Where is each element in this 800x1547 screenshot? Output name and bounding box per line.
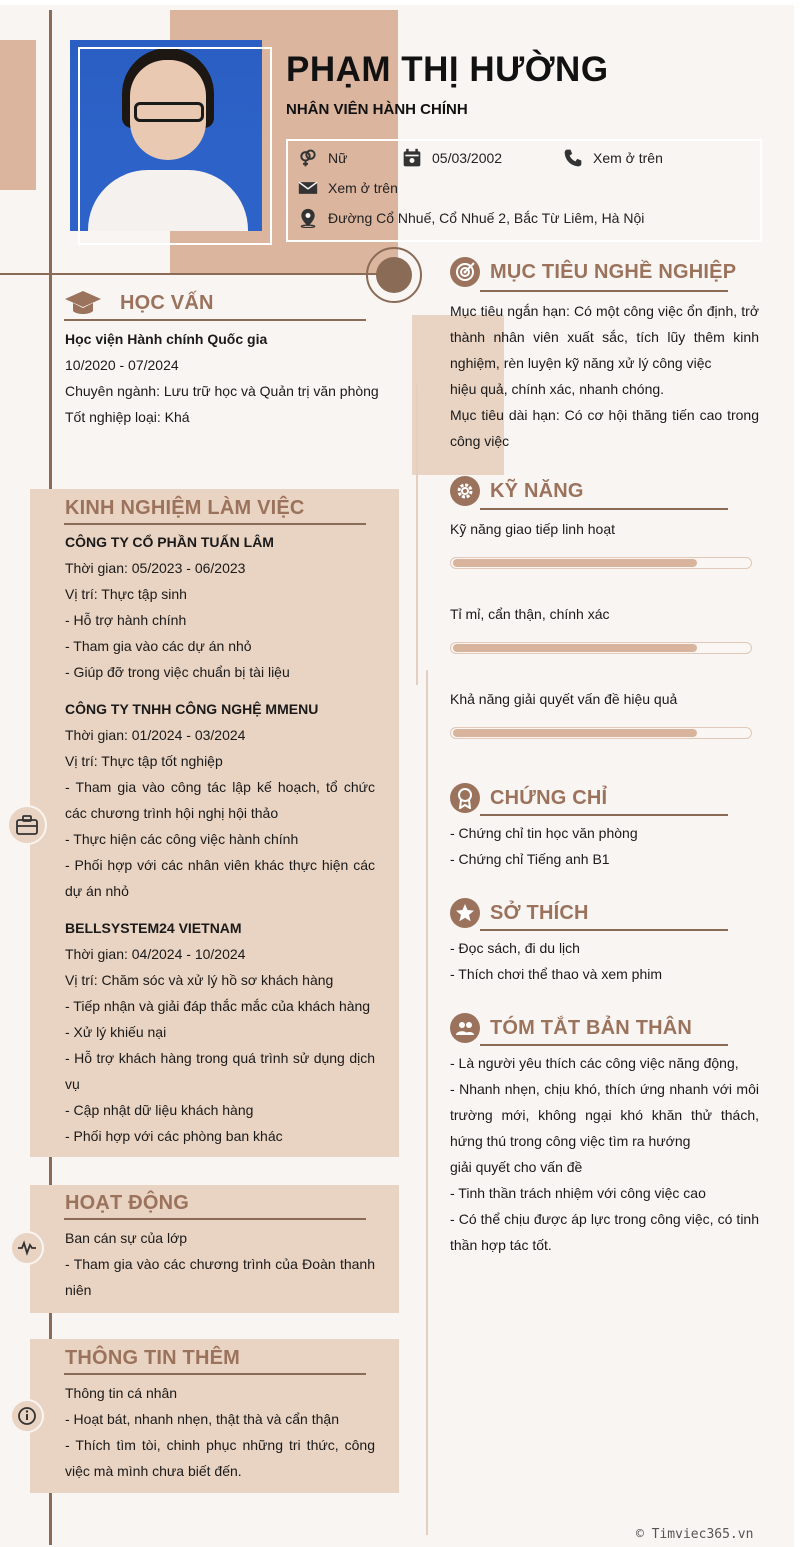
skill-bar xyxy=(450,727,752,739)
job-time: Thời gian: 04/2024 - 10/2024 xyxy=(65,946,246,962)
left-decor-block xyxy=(0,40,36,190)
job-duty: - Hỗ trợ khách hàng trong quá trình sử dụng dịch vụ xyxy=(65,1050,375,1092)
experience-side-icon xyxy=(7,805,47,845)
activities-side-icon xyxy=(10,1231,44,1265)
objective-header xyxy=(450,257,736,287)
phone-value: Xem ở trên xyxy=(593,150,663,166)
gender-icon xyxy=(298,148,318,168)
extra-title: THÔNG TIN THÊM xyxy=(65,1347,241,1369)
hobby-item: - Đọc sách, đi du lịch xyxy=(450,940,580,956)
certificates-rule xyxy=(480,814,728,816)
hobbies-rule xyxy=(480,929,728,931)
objective-long: Mục tiêu dài hạn: Có cơ hội thăng tiến cao trong công việc xyxy=(450,407,759,449)
job-time: Thời gian: 01/2024 - 03/2024 xyxy=(65,727,246,743)
job-duty: - Tham gia vào công tác lập kế hoạch, tổ chức các chương trình hội nghị hội thảo xyxy=(65,779,375,821)
location-pin-icon xyxy=(298,208,318,228)
education-rule xyxy=(64,319,366,321)
skills-header xyxy=(450,476,584,506)
activities-rule xyxy=(64,1218,366,1220)
job-time: Thời gian: 05/2023 - 06/2023 xyxy=(65,560,246,576)
job-company: CÔNG TY TNHH CÔNG NGHỆ MMENU xyxy=(65,701,319,717)
gear-icon xyxy=(450,476,480,506)
summary-line: giải quyết cho vấn đề xyxy=(450,1159,583,1175)
header-divider xyxy=(0,273,398,275)
activities-title: HOẠT ĐỘNG xyxy=(65,1192,190,1214)
experience-title: KINH NGHIỆM LÀM VIỆC xyxy=(65,497,305,519)
email-row xyxy=(298,178,398,198)
email-value: Xem ở trên xyxy=(328,180,398,196)
job-company: BELLSYSTEM24 VIETNAM xyxy=(65,920,242,936)
job-duty: - Tiếp nhận và giải đáp thắc mắc của khách hàng xyxy=(65,998,371,1014)
job-duty: - Giúp đỡ trong việc chuẩn bị tài liệu xyxy=(65,664,290,680)
education-major: Chuyên ngành: Lưu trữ học và Quản trị văn phòng xyxy=(65,383,379,399)
summary-rule xyxy=(480,1044,728,1046)
objective-rule xyxy=(480,290,728,292)
certificate-item: - Chứng chỉ Tiếng anh B1 xyxy=(450,851,610,867)
education-period: 10/2020 - 07/2024 xyxy=(65,357,179,373)
summary-title: TÓM TẮT BẢN THÂN xyxy=(490,1016,693,1039)
birthday-value: 05/03/2002 xyxy=(432,150,503,166)
calendar-icon xyxy=(402,148,422,168)
job-position: Vị trí: Thực tập sinh xyxy=(65,586,187,602)
hobby-item: - Thích chơi thể thao và xem phim xyxy=(450,966,663,982)
skill-bar xyxy=(450,557,752,569)
summary-line: - Có thể chịu được áp lực trong công việc, có tinh thần hợp tác tốt. xyxy=(450,1211,759,1253)
job-duty: - Hỗ trợ hành chính xyxy=(65,612,187,628)
skill-name: Kỹ năng giao tiếp linh hoạt xyxy=(450,521,616,537)
job-company: CÔNG TY CỔ PHẦN TUẤN LÂM xyxy=(65,534,274,550)
avatar-frame xyxy=(78,47,272,245)
summary-line: - Nhanh nhẹn, chịu khó, thích ứng nhanh với môi trường mới, không ngại khó khăn thử thách, hứng thú trong công việc tìm ra hướng xyxy=(450,1081,759,1149)
skill-bar-fill xyxy=(453,559,697,567)
job-duty: - Phối hợp với các phòng ban khác xyxy=(65,1128,283,1144)
extra-header xyxy=(65,1347,240,1370)
watermark: © Timviec365.vn xyxy=(636,1527,754,1542)
job-duty: - Cập nhật dữ liệu khách hàng xyxy=(65,1102,254,1118)
users-icon xyxy=(450,1013,480,1043)
skills-rule xyxy=(480,508,728,510)
job-duty: - Xử lý khiếu nại xyxy=(65,1024,167,1040)
gender-row xyxy=(298,148,347,168)
certificate-item: - Chứng chỉ tin học văn phòng xyxy=(450,825,638,841)
skill-name: Tỉ mỉ, cẩn thận, chính xác xyxy=(450,606,610,622)
extra-line: Thông tin cá nhân xyxy=(65,1385,178,1401)
job-title: NHÂN VIÊN HÀNH CHÍNH xyxy=(286,101,468,118)
address-row xyxy=(298,208,644,228)
summary-line: - Là người yêu thích các công việc năng động, xyxy=(450,1055,739,1071)
decor-line xyxy=(426,670,428,1535)
info-icon xyxy=(17,1406,37,1426)
birthday-row xyxy=(402,148,502,168)
briefcase-icon xyxy=(16,815,38,835)
summary-line: - Tinh thần trách nhiệm với công việc cao xyxy=(450,1185,706,1201)
activities-header xyxy=(65,1192,189,1215)
job-duty: - Phối hợp với các nhân viên khác thực hiện các dự án nhỏ xyxy=(65,857,375,899)
job-position: Vị trí: Thực tập tốt nghiệp xyxy=(65,753,223,769)
job-position: Vị trí: Chăm sóc và xử lý hồ sơ khách hàng xyxy=(65,972,334,988)
education-grade: Tốt nghiệp loại: Khá xyxy=(65,409,190,425)
award-icon xyxy=(450,783,480,813)
skill-bar-fill xyxy=(453,729,697,737)
extra-side-icon xyxy=(10,1399,44,1433)
objective-title: MỤC TIÊU NGHỀ NGHIỆP xyxy=(490,260,737,283)
job-duty: - Thực hiện các công việc hành chính xyxy=(65,831,299,847)
target-icon xyxy=(450,257,480,287)
objective-short-cont: hiệu quả, chính xác, nhanh chóng. xyxy=(450,381,665,397)
decor-line xyxy=(416,385,418,685)
star-icon xyxy=(450,898,480,928)
skill-bar xyxy=(450,642,752,654)
mail-icon xyxy=(298,178,318,198)
extra-line: - Hoạt bát, nhanh nhẹn, thật thà và cẩn thận xyxy=(65,1411,339,1427)
activities-line: - Tham gia vào các chương trình của Đoàn thanh niên xyxy=(65,1256,375,1298)
education-school: Học viện Hành chính Quốc gia xyxy=(65,331,268,347)
summary-header xyxy=(450,1013,692,1043)
activities-line: Ban cán sự của lớp xyxy=(65,1230,188,1246)
phone-row xyxy=(563,148,663,168)
graduation-cap-icon xyxy=(64,288,102,318)
cv-page xyxy=(0,5,794,1547)
skill-bar-fill xyxy=(453,644,697,652)
certificates-header xyxy=(450,783,607,813)
job-duty: - Tham gia vào các dự án nhỏ xyxy=(65,638,252,654)
extra-line: - Thích tìm tòi, chinh phục những tri thức, công việc mà mình chưa biết đến. xyxy=(65,1437,375,1479)
hobbies-header xyxy=(450,898,589,928)
education-header xyxy=(64,288,214,318)
skill-name: Khả năng giải quyết vấn đề hiệu quả xyxy=(450,691,678,707)
address-value: Đường Cổ Nhuế, Cổ Nhuế 2, Bắc Từ Liêm, Hà Nội xyxy=(328,210,645,226)
skills-title: KỸ NĂNG xyxy=(490,479,584,502)
circle-decor-inner xyxy=(376,257,412,293)
hobbies-title: SỞ THÍCH xyxy=(490,901,589,924)
objective-short: Mục tiêu ngắn hạn: Có một công việc ổn định, trở thành nhân viên xuất sắc, tích lũy thêm kinh nghiệm, rèn luyện kỹ năng xử lý công việc xyxy=(450,303,759,371)
extra-rule xyxy=(64,1373,366,1375)
pulse-icon xyxy=(17,1240,37,1256)
candidate-name: PHẠM THỊ HƯỜNG xyxy=(286,50,609,89)
gender-value: Nữ xyxy=(328,150,348,166)
experience-rule xyxy=(64,523,366,525)
experience-header xyxy=(65,497,305,520)
phone-icon xyxy=(563,148,583,168)
certificates-title: CHỨNG CHỈ xyxy=(490,786,608,809)
education-title: HỌC VẤN xyxy=(120,291,214,314)
